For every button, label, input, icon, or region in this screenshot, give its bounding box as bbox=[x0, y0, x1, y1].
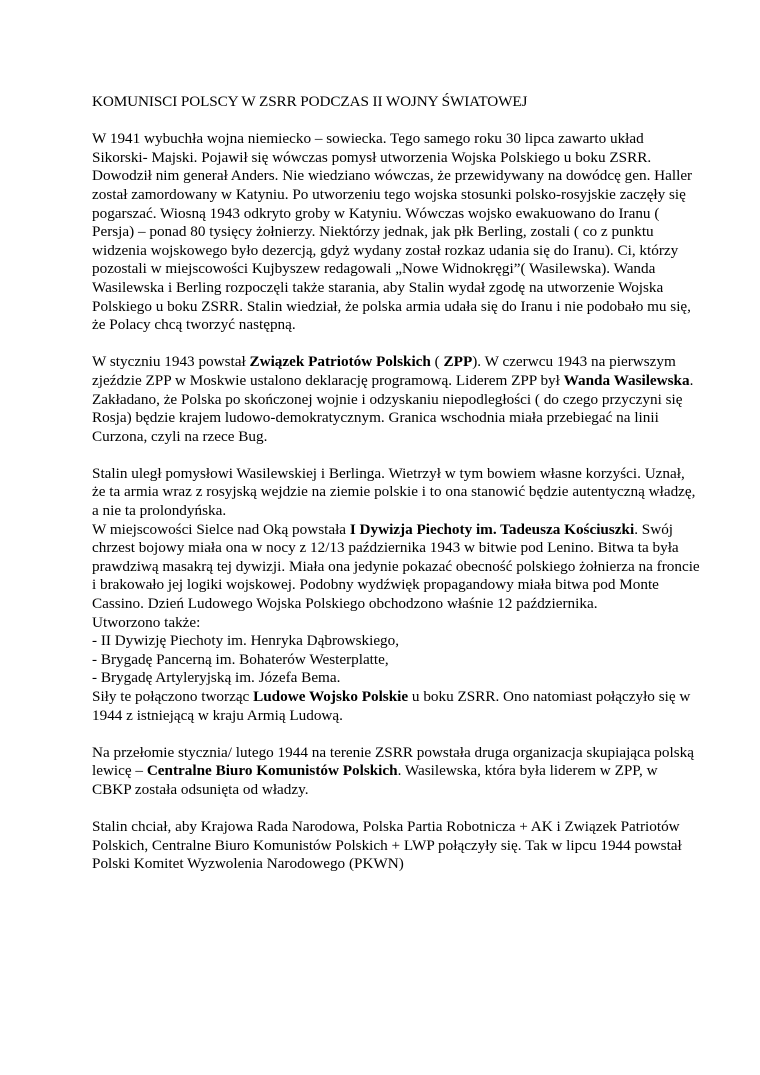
blank-line bbox=[92, 446, 700, 465]
paragraph-2 bbox=[92, 353, 700, 446]
cbkp-bold: Centralne Biuro Komunistów Polskich bbox=[146, 762, 398, 780]
paragraph-3 bbox=[92, 465, 700, 725]
division-name-bold: I Dywizja Piechoty im. Tadeusza Kościuszki bbox=[349, 520, 635, 538]
zpp-name-bold: Związek Patriotów Polskich bbox=[249, 353, 431, 371]
list-item: - Brygadę Pancerną im. Bohaterów Westerplatte, bbox=[92, 650, 389, 668]
document-title: KOMUNISCI POLSCY W ZSRR PODCZAS II WOJNY ŚWIATOWEJ bbox=[92, 93, 528, 110]
blank-line bbox=[92, 335, 700, 354]
wasilewska-bold: Wanda Wasilewska bbox=[563, 371, 690, 389]
p3-text-e: u boku ZSRR. Ono natomiast połączyło się w 1944 z istniejącą w kraju Armią Ludową. bbox=[92, 688, 691, 724]
p3-division-text bbox=[92, 521, 700, 614]
p2-text-d: ). W czerwcu 1943 na pierwszym zjeździe ZPP w Moskwie ustalono deklarację programową. Liderem ZPP był bbox=[92, 353, 676, 389]
p4-text-a: Na przełomie stycznia/ lutego 1944 na terenie ZSRR powstała druga organizacja skupiająca polską lewicę – bbox=[92, 743, 694, 780]
p3-text-d: Siły te połączono tworząc bbox=[92, 688, 254, 705]
p2-text-a: W styczniu 1943 powstał bbox=[92, 353, 250, 371]
blank-line bbox=[92, 800, 700, 819]
list-intro: Utworzono także: bbox=[92, 613, 201, 631]
lwp-bold: Ludowe Wojsko Polskie bbox=[253, 688, 409, 705]
p2-text-c: ( bbox=[430, 353, 444, 371]
blank-line bbox=[92, 112, 700, 131]
zpp-abbr-bold: ZPP bbox=[443, 353, 473, 371]
p3-lwp-text bbox=[92, 688, 700, 725]
list-item: - II Dywizję Piechoty im. Henryka Dąbrowskiego, bbox=[92, 632, 400, 650]
blank-line bbox=[92, 725, 700, 744]
p4-text-b: . Wasilewska, która była liderem w ZPP, w CBKP została odsunięta od władzy. bbox=[92, 762, 658, 798]
p3-text-b: W miejscowości Sielce nad Oką powstała bbox=[92, 520, 350, 538]
p3-text-c: . Swój chrzest bojowy miała ona w nocy z 12/13 października 1943 w bitwie pod Lenino. Bitwa ta była prawdziwą masakrą tej dywizji. Miała ona jedynie pokazać obecność polskiego żołnierza na froncie i brakowało jej logiki wojskowej. Podobny wydźwięk propagandowy miała bitwa pod Monte Cassino. Dzień Ludowego Wojska Polskiego obchodzono właśnie 12 października. bbox=[92, 520, 700, 613]
paragraph-4 bbox=[92, 744, 700, 800]
p2-text-e: . Zakładano, że Polska po skończonej wojnie i odzyskaniu niepodległości ( do czego przyczyni się Rosja) będzie krajem ludowo-demokratycznym. Granica wschodnia miała przebiegać na linii Curzona, czyli na rzece Bug. bbox=[92, 371, 694, 445]
list-item: - Brygadę Artyleryjską im. Józefa Bema. bbox=[92, 669, 341, 687]
paragraph-5: Stalin chciał, aby Krajowa Rada Narodowa, Polska Partia Robotnicza + AK i Związek Patriotów Polskich, Centralne Biuro Komunistów Polskich + LWP połączyły się. Tak w lipcu 1944 powstał Polski Komitet Wyzwolenia Narodowego (PKWN) bbox=[92, 818, 682, 873]
paragraph-1: W 1941 wybuchła wojna niemiecko – sowiecka. Tego samego roku 30 lipca zawarto układ Sikorski- Majski. Pojawił się wówczas pomysł utworzenia Wojska Polskiego u boku ZSRR. Dowodził nim generał Anders. Nie wiedziano wówczas, że przewidywany na dowódcę gen. Haller został zamordowany w Katyniu. Po utworzeniu tego wojska stosunki polsko-rosyjskie zaczęły się pogarszać. Wiosną 1943 odkryto groby w Katyniu. Wówczas wojsko ewakuowano do Iranu ( Persja) – ponad 80 tysięcy żołnierzy. Niektórzy jednak, jak płk Berling, zostali ( co z punktu widzenia wojskowego było dezercją, gdyż wydany został rozkaz udania się do Iranu). Ci, którzy pozostali w miejscowości Kujbyszew redagowali „Nowe Widnokręgi”( Wasilewska). Wanda Wasilewska i Berling rozpoczęli także starania, aby Stalin wydał zgodę na utworzenie Wojska Polskiego u boku ZSRR. Stalin wiedział, że polska armia udała się do Iranu i nie podobało mu się, że Polacy chcą tworzyć następną. bbox=[92, 130, 693, 334]
p3-text-a: Stalin uległ pomysłowi Wasilewskiej i Berlinga. Wietrzył w tym bowiem własne korzyści. Uznał, że ta armia wraz z rosyjską wejdzie na ziemie polskie i to ona stanowić będzie autentyczną władzę, a nie ta prolondyńska. bbox=[92, 464, 696, 520]
